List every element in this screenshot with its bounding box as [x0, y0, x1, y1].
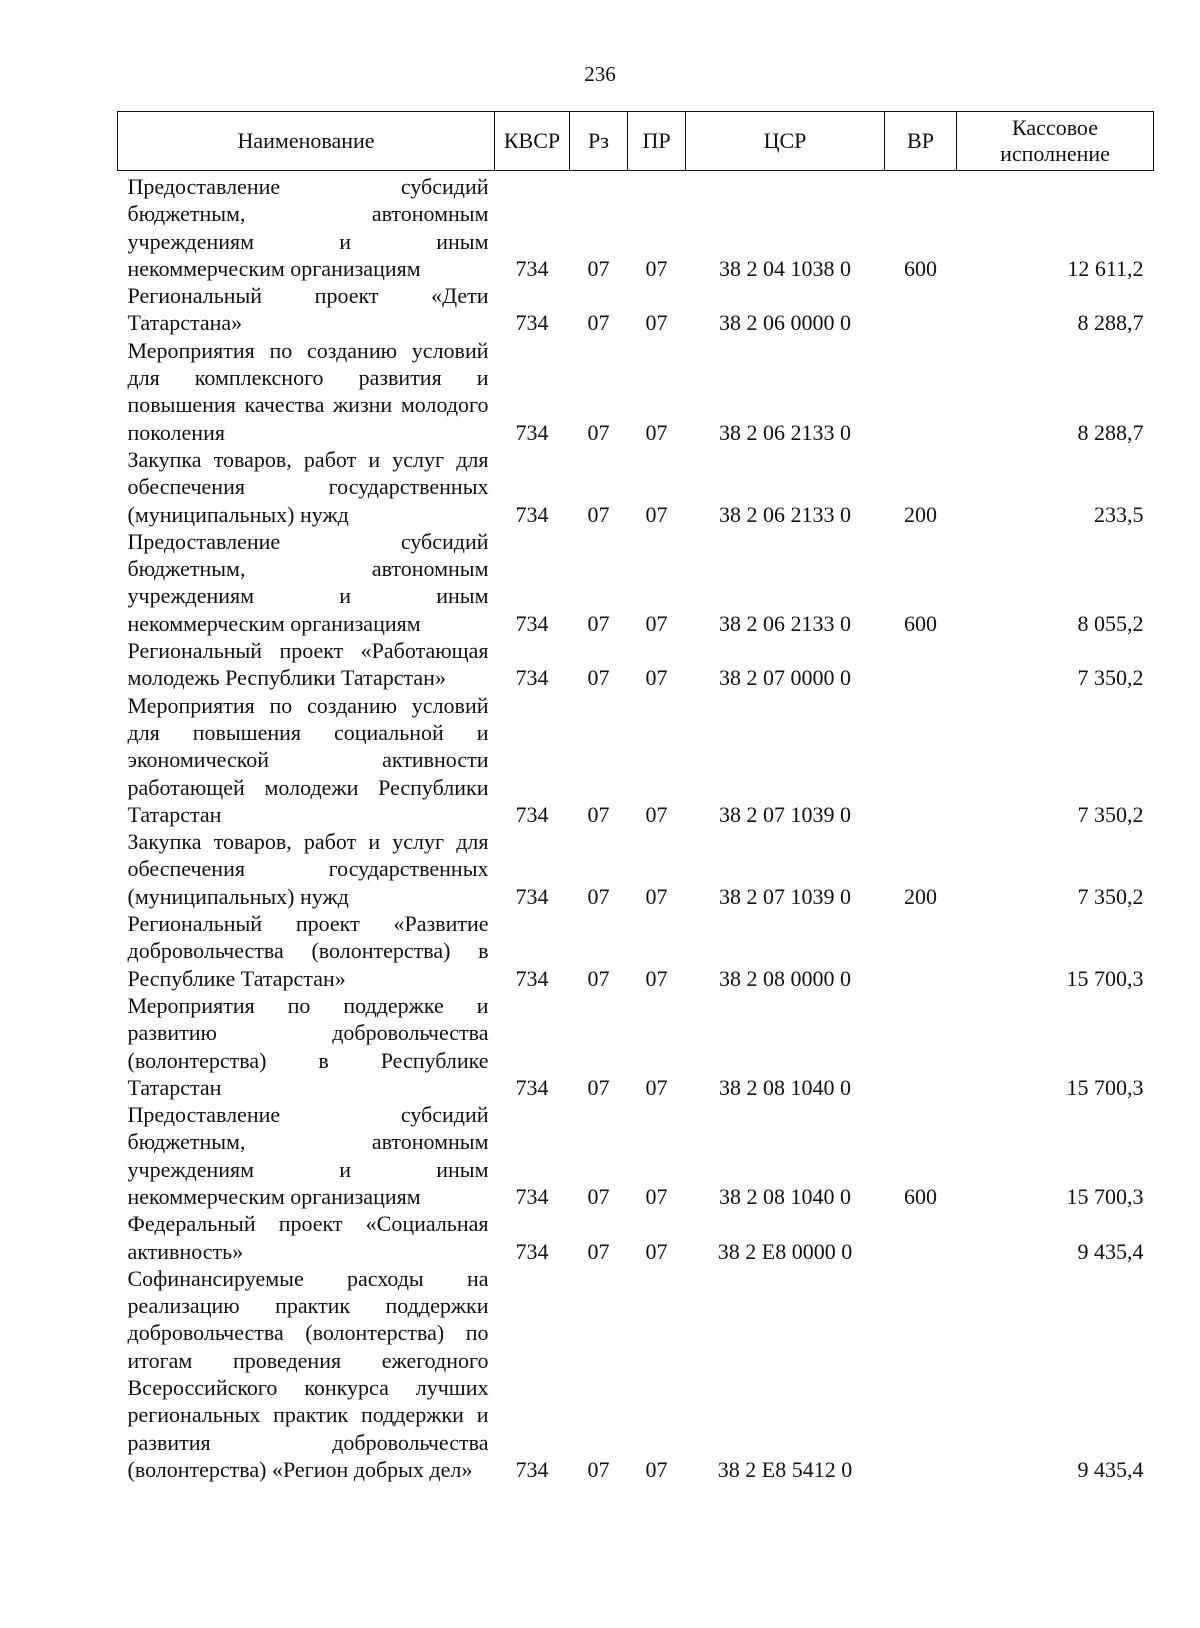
cell-pr: 07	[645, 1183, 668, 1209]
cell-name: Мероприятия по созданию условий для повышения социальной и экономической активности работающей молодежи Республики Татарстан	[127, 692, 489, 827]
cell-kvsr: 734	[515, 1456, 549, 1482]
cell-rz: 07	[587, 419, 610, 445]
cell-vr	[885, 337, 957, 446]
cell-pr: 07	[645, 1074, 668, 1100]
cell-rz: 07	[587, 1183, 610, 1209]
cell-name: Софинансируемые расходы на реализацию практик поддержки добровольчества (волонтерства) по итогам проведения ежегодного Всероссийского конкурса лучших региональных практик поддержки и развития добровольчества (волонтерства) «Регион добрых дел»	[127, 1265, 489, 1482]
cell-csr: 38 2 E8 5412 0	[717, 1456, 853, 1482]
cell-rz: 07	[587, 965, 610, 991]
cell-vr	[885, 1210, 957, 1265]
cell-rz: 07	[587, 883, 610, 909]
cell-vr: 200	[904, 883, 937, 909]
cell-name: Региональный проект «Развитие добровольчества (волонтерства) в Республике Татарстан»	[127, 911, 489, 991]
cell-amount: 15 700,3	[1066, 965, 1144, 991]
cell-amount: 8 288,7	[1077, 310, 1144, 336]
budget-execution-table	[117, 111, 1154, 1483]
cell-csr: 38 2 04 1038 0	[719, 255, 851, 281]
cell-csr: 38 2 07 1039 0	[719, 883, 851, 909]
cell-name: Региональный проект «Работающая молодежь Республики Татарстан»	[127, 638, 489, 691]
cell-rz: 07	[587, 255, 610, 281]
cell-name: Предоставление субсидий бюджетным, автономным учреждениям и иным некоммерческим организациям	[127, 174, 489, 281]
cell-kvsr: 734	[515, 1183, 549, 1209]
cell-pr: 07	[645, 310, 668, 336]
cell-name: Мероприятия по поддержке и развитию добровольчества (волонтерства) в Республике Татарстан	[127, 992, 489, 1100]
cell-kvsr: 734	[515, 883, 549, 909]
table-row	[118, 828, 1154, 910]
table-row	[118, 337, 1154, 446]
cell-kvsr: 734	[515, 1238, 549, 1264]
cell-amount: 9 435,4	[1077, 1456, 1144, 1482]
cell-name: Региональный проект «Дети Татарстана»	[127, 283, 489, 336]
cell-name: Предоставление субсидий бюджетным, автономным учреждениям и иным некоммерческим организациям	[127, 528, 489, 636]
cell-name: Мероприятия по созданию условий для комплексного развития и повышения качества жизни молодого поколения	[127, 337, 489, 445]
cell-csr: 38 2 08 1040 0	[719, 1074, 851, 1100]
cell-kvsr: 734	[515, 419, 549, 445]
cell-vr: 600	[904, 1183, 937, 1209]
cell-rz: 07	[587, 1456, 610, 1482]
table-row	[118, 910, 1154, 992]
header-vr: ВР	[885, 112, 957, 171]
cell-pr: 07	[645, 255, 668, 281]
table-row	[118, 1101, 1154, 1210]
cell-rz: 07	[587, 1074, 610, 1100]
cell-amount: 7 350,2	[1077, 665, 1144, 691]
table-row	[118, 528, 1154, 637]
cell-pr: 07	[645, 1456, 668, 1482]
cell-csr: 38 2 07 1039 0	[719, 801, 851, 827]
cell-name: Федеральный проект «Социальная активность»	[127, 1211, 489, 1264]
table-row	[118, 171, 1154, 283]
table-row	[118, 692, 1154, 828]
header-csr: ЦСР	[686, 112, 885, 171]
cell-pr: 07	[645, 965, 668, 991]
cell-csr: 38 2 07 0000 0	[719, 665, 851, 691]
cell-amount: 8 288,7	[1077, 419, 1144, 445]
cell-name: Закупка товаров, работ и услуг для обеспечения государственных (муниципальных) нужд	[127, 446, 489, 527]
cell-kvsr: 734	[515, 665, 549, 691]
cell-pr: 07	[645, 1238, 668, 1264]
cell-rz: 07	[587, 610, 610, 636]
cell-rz: 07	[587, 665, 610, 691]
cell-name: Предоставление субсидий бюджетным, автономным учреждениям и иным некоммерческим организациям	[127, 1102, 489, 1209]
header-amount: Кассовое исполнение	[957, 112, 1154, 171]
cell-pr: 07	[645, 610, 668, 636]
cell-amount: 15 700,3	[1066, 1074, 1144, 1100]
cell-kvsr: 734	[515, 1074, 549, 1100]
table-row	[118, 637, 1154, 692]
cell-csr: 38 2 06 2133 0	[719, 610, 851, 636]
header-kvsr: КВСР	[495, 112, 570, 171]
cell-rz: 07	[587, 310, 610, 336]
cell-amount: 8 055,2	[1077, 610, 1144, 636]
header-rz: Рз	[570, 112, 628, 171]
cell-pr: 07	[645, 665, 668, 691]
cell-pr: 07	[645, 883, 668, 909]
cell-rz: 07	[587, 1238, 610, 1264]
cell-kvsr: 734	[515, 255, 549, 281]
cell-vr	[885, 910, 957, 992]
cell-csr: 38 2 06 0000 0	[719, 310, 851, 336]
cell-kvsr: 734	[515, 501, 549, 527]
table-row	[118, 1210, 1154, 1265]
cell-csr: 38 2 08 0000 0	[719, 965, 851, 991]
cell-amount: 7 350,2	[1077, 801, 1144, 827]
cell-csr: 38 2 06 2133 0	[719, 501, 851, 527]
cell-rz: 07	[587, 501, 610, 527]
cell-vr: 600	[904, 255, 937, 281]
cell-kvsr: 734	[515, 310, 549, 336]
cell-amount: 7 350,2	[1077, 883, 1144, 909]
cell-vr	[885, 1265, 957, 1483]
table-row	[118, 1265, 1154, 1483]
table-body	[118, 171, 1154, 1484]
header-pr: ПР	[628, 112, 686, 171]
cell-amount: 15 700,3	[1066, 1183, 1144, 1209]
cell-amount: 9 435,4	[1077, 1238, 1144, 1264]
table-row	[118, 282, 1154, 337]
cell-vr: 200	[904, 501, 937, 527]
cell-kvsr: 734	[515, 965, 549, 991]
cell-amount: 233,5	[1094, 501, 1144, 527]
cell-pr: 07	[645, 419, 668, 445]
cell-csr: 38 2 08 1040 0	[719, 1183, 851, 1209]
page-number: 236	[584, 62, 616, 86]
table-header-row	[118, 112, 1154, 171]
cell-kvsr: 734	[515, 801, 549, 827]
table-row	[118, 992, 1154, 1101]
cell-name: Закупка товаров, работ и услуг для обеспечения государственных (муниципальных) нужд	[127, 829, 489, 909]
cell-rz: 07	[587, 801, 610, 827]
cell-vr	[885, 992, 957, 1101]
cell-amount: 12 611,2	[1067, 255, 1144, 281]
header-name: Наименование	[118, 112, 495, 171]
cell-csr: 38 2 E8 0000 0	[717, 1238, 853, 1264]
cell-pr: 07	[645, 501, 668, 527]
cell-csr: 38 2 06 2133 0	[719, 419, 851, 445]
cell-vr	[885, 692, 957, 828]
cell-vr	[885, 637, 957, 692]
cell-vr: 600	[904, 610, 937, 636]
table-row	[118, 446, 1154, 528]
cell-kvsr: 734	[515, 610, 549, 636]
cell-vr	[885, 282, 957, 337]
cell-pr: 07	[645, 801, 668, 827]
